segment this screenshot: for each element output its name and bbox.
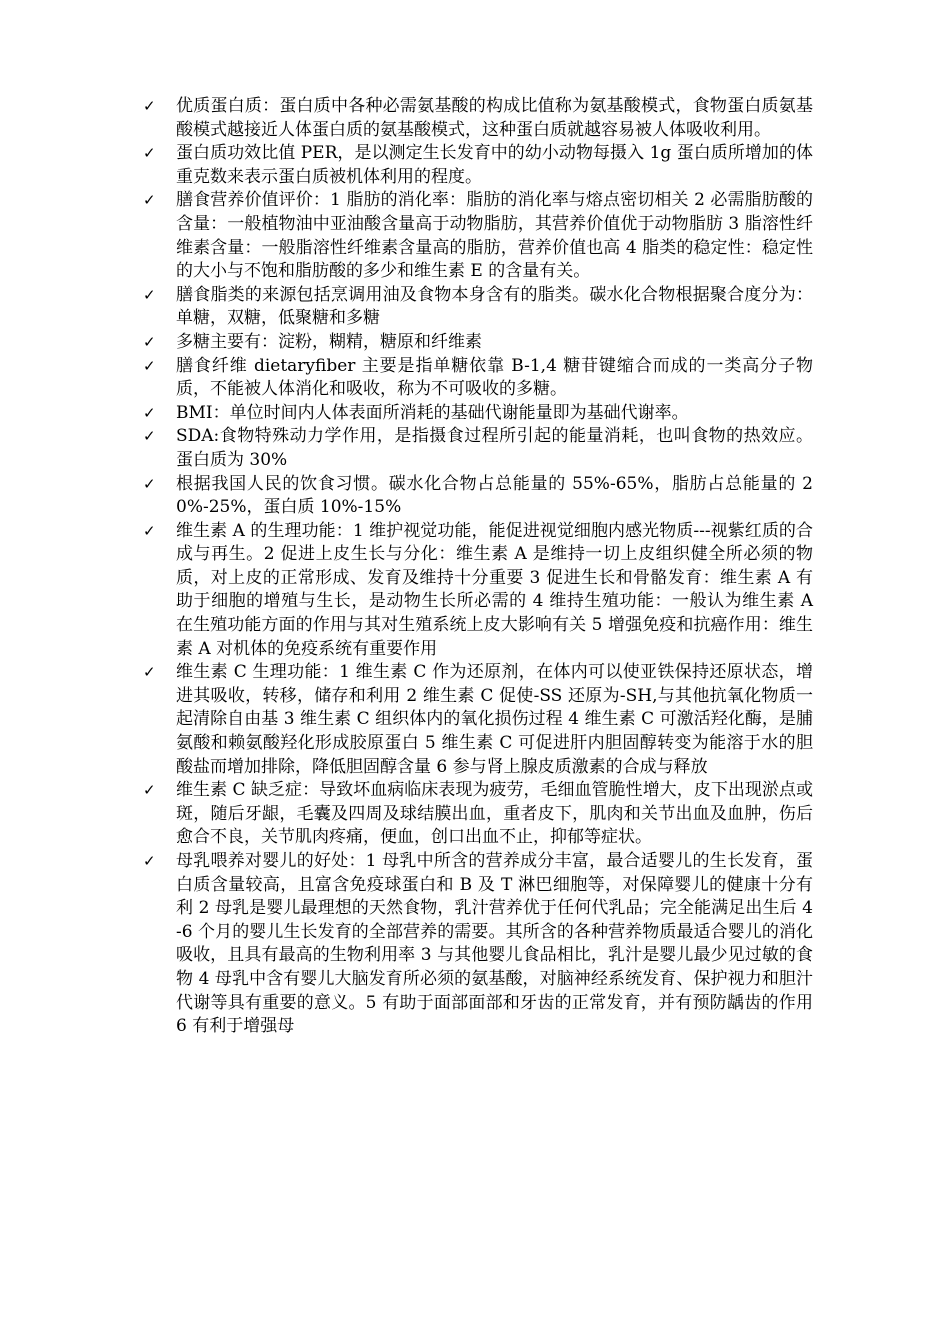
check-icon: ✓: [143, 781, 156, 800]
list-item: [143, 473, 813, 520]
check-icon: ✓: [143, 97, 156, 115]
list-item-text: SDA:食物特殊动力学作用，是指摄食过程所引起的能量消耗，也叫食物的热效应。蛋白质为 30%: [176, 426, 813, 470]
list-item: [143, 284, 813, 331]
check-icon: ✓: [143, 403, 156, 422]
list-item-text: 维生素 C 生理功能：1 维生素 C 作为还原剂，在体内可以使亚铁保持还原状态，增进其吸收，转移，储存和利用 2 维生素 C 促使-SS 还原为-SH,与其他抗氧化物质一起清除自由基 3 维生素 C 组织体内的氧化损伤过程 4 维生素 C 可激活羟化酶，是脯氨酸和赖氨酸羟化形成胶原蛋白 5 维生素 C 可促进肝内胆固醇转变为能溶于水的胆酸盐而增加排除，降低胆固醇含量 6 参与肾上腺皮质激素的合成与释放: [176, 662, 813, 777]
list-item: [143, 95, 813, 142]
list-item: [143, 355, 813, 402]
check-icon: ✓: [143, 144, 156, 163]
check-icon: ✓: [143, 332, 156, 351]
bullet-list: [143, 95, 813, 1039]
list-item-text: 维生素 A 的生理功能：1 维护视觉功能，能促进视觉细胞内感光物质---视紫红质的合成与再生。2 促进上皮生长与分化：维生素 A 是维持一切上皮组织健全所必须的物质，对上皮的正常形成、发育及维持十分重要 3 促进生长和骨骼发育：维生素 A 有助于细胞的增殖与生长，是动物生长所必需的 4 维持生殖功能：一般认为维生素 A 在生殖功能方面的作用与其对生殖系统上皮大影响有关 5 增强免疫和抗癌作用：维生素 A 对机体的免疫系统有重要作用: [176, 520, 813, 659]
list-item-text: 膳食营养价值评价：1 脂肪的消化率：脂肪的消化率与熔点密切相关 2 必需脂肪酸的含量：一般植物油中亚油酸含量高于动物脂肪，其营养价值优于动物脂肪 3 脂溶性纤维素含量：一般脂溶性纤维素含量高的脂肪，营养价值也高 4 脂类的稳定性：稳定性的大小与不饱和脂肪酸的多少和维生素 E 的含量有关。: [176, 190, 813, 282]
list-item-text: 膳食纤维 dietaryfiber 主要是指单糖依靠 B-1,4 糖苷键缩合而成的一类高分子物质，不能被人体消化和吸收，称为不可吸收的多糖。: [176, 355, 813, 400]
check-icon: ✓: [143, 663, 156, 682]
check-icon: ✓: [143, 852, 156, 870]
list-item: [143, 850, 813, 1039]
list-item-text: 母乳喂养对婴儿的好处：1 母乳中所含的营养成分丰富，最合适婴儿的生长发育，蛋白质含量较高，且富含免疫球蛋白和 B 及 T 淋巴细胞等，对保障婴儿的健康十分有利 2 母乳是婴儿最理想的天然食物，乳汁营养优于任何代乳品；完全能满足出生后 4-6 个月的婴儿生长发育的全部营养的需要。其所含的各种营养物质最适合婴儿的消化吸收，且具有最高的生物利用率 3 与其他婴儿食品相比，乳汁是婴儿最少见过敏的食物 4 母乳中含有婴儿大脑发育所必须的氨基酸，对脑神经系统发育、保护视力和胆汁代谢等具有重要的意义。5 有助于面部面部和牙齿的正常发育，并有预防龋齿的作用 6 有利于增强母: [176, 851, 813, 1037]
list-item-text: 蛋白质功效比值 PER，是以测定生长发育中的幼小动物每摄入 1g 蛋白质所增加的体重克数来表示蛋白质被机体利用的程度。: [176, 143, 813, 187]
check-icon: ✓: [143, 191, 156, 210]
list-item-text: BMI：单位时间内人体表面所消耗的基础代谢能量即为基础代谢率。: [176, 402, 689, 423]
list-item-text: 根据我国人民的饮食习惯。碳水化合物占总能量的 55%-65%，脂肪占总能量的 20%-25%，蛋白质 10%-15%: [176, 473, 813, 518]
check-icon: ✓: [143, 427, 156, 446]
list-item-text: 维生素 C 缺乏症：导致坏血病临床表现为疲劳，毛细血管脆性增大，皮下出现淤点或斑，随后牙龈，毛囊及四周及球结膜出血，重者皮下，肌肉和关节出血及血肿，伤后愈合不良，关节肌肉疼痛，便血，创口出血不止，抑郁等症状。: [176, 780, 813, 848]
list-item: [143, 661, 813, 779]
list-item: [143, 142, 813, 189]
check-icon: ✓: [143, 285, 156, 304]
list-item: [143, 425, 813, 472]
check-icon: ✓: [143, 521, 156, 540]
list-item: [143, 779, 813, 850]
list-item: [143, 520, 813, 662]
list-item: [143, 189, 813, 283]
list-item-text: 多糖主要有：淀粉，糊精，糖原和纤维素: [176, 331, 482, 352]
list-item-text: 优质蛋白质：蛋白质中各种必需氨基酸的构成比值称为氨基酸模式，食物蛋白质氨基酸模式越接近人体蛋白质的氨基酸模式，这种蛋白质就越容易被人体吸收利用。: [176, 96, 813, 140]
check-icon: ✓: [143, 474, 156, 493]
check-icon: ✓: [143, 356, 156, 375]
list-item: [143, 402, 813, 426]
list-item-text: 膳食脂类的来源包括烹调用油及食物本身含有的脂类。碳水化合物根据聚合度分为：单糖，双糖，低聚糖和多糖: [176, 284, 813, 329]
list-item: [143, 331, 813, 355]
